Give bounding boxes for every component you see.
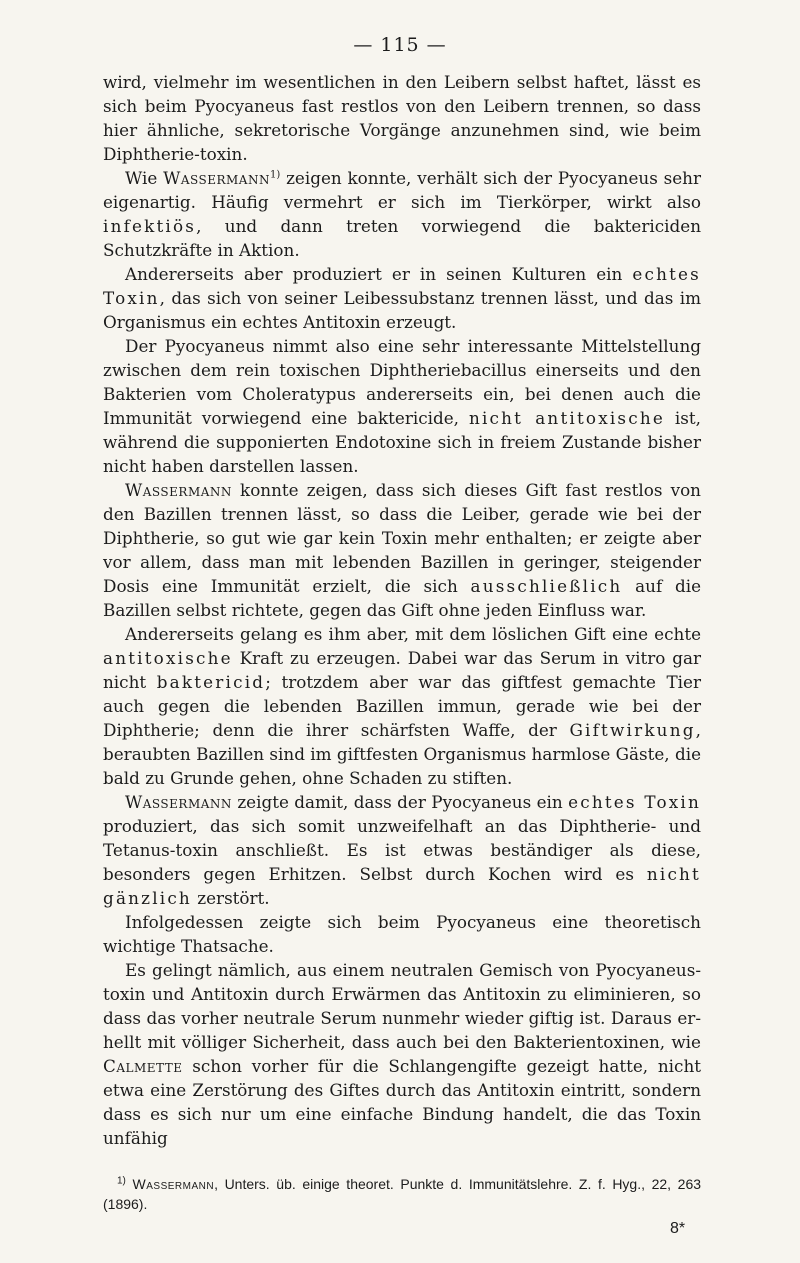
paragraph-6-text: ; trotzdem aber war das giftfest gemachte Tier auch gegen die lebenden Bazillen immun, gerade wie bei der Diphtherie; denn die ihrer schärfsten Waffe, der	[103, 672, 701, 740]
emphasis-giftwirkung: Giftwirkung	[569, 720, 696, 740]
paragraph-4-text: Der Pyocyaneus nimmt also eine sehr interessante Mittelstellung zwischen dem rein toxischen Diphtheriebacillus einerseits und den Bakterien vom Choleratypus andererseits ein, bei denen auch die Immunität vorwiegend eine baktericide,	[103, 336, 701, 428]
paragraph-6-text: Andererseits gelang es ihm aber, mit dem löslichen Gift eine echte	[125, 624, 701, 644]
footnote	[103, 1174, 701, 1214]
author-calmette: Calmette	[103, 1056, 183, 1076]
emphasis-echtes-toxin: echtes Toxin	[103, 264, 701, 308]
emphasis-baktericid: baktericid	[156, 672, 266, 692]
author-wassermann: Wassermann	[125, 792, 232, 812]
paragraph-1	[103, 70, 701, 166]
paragraph-6-text: , beraubten Bazillen sind im giftfesten Organismus harmlose Gäste, die bald zu Grunde gehen, ohne Schaden zu stiften.	[103, 720, 702, 788]
footnote-reference: 1)	[269, 169, 281, 181]
paragraph-2-text: Wie	[125, 168, 164, 188]
page-number: — 115 —	[353, 34, 447, 56]
emphasis-nicht-antitoxische: nicht antitoxische	[468, 408, 665, 428]
paragraph-5-text: auf die Bazillen selbst richtete, gegen das Gift ohne jeden Einfluss war.	[103, 576, 702, 620]
author-wassermann: Wassermann	[163, 168, 270, 188]
emphasis-ausschliesslich: ausschließlich	[470, 576, 623, 596]
paragraph-1-text: wird, vielmehr im wesentlichen in den Leibern selbst haftet, lässt es sich beim Pyocyaneus fast restlos von den Leibern trennen, so dass hier ähnliche, sekretorische Vorgänge anzunehmen sind, wie beim Diphtherie-toxin.	[103, 72, 701, 164]
body-text	[103, 70, 701, 1150]
emphasis-infektioes: infektiös	[103, 216, 197, 236]
paragraph-8-text: Infolgedessen zeigte sich beim Pyocyaneus eine theoretisch wichtige Thatsache.	[103, 912, 701, 956]
emphasis-echtes-toxin: echtes Toxin	[568, 792, 701, 812]
paragraph-6-text: Kraft zu erzeugen. Dabei war das Serum in vitro gar nicht	[103, 648, 701, 692]
author-wassermann: Wassermann	[125, 480, 232, 500]
paragraph-9	[103, 958, 701, 1150]
emphasis-antitoxische: antitoxische	[103, 648, 233, 668]
paragraph-5-text: konnte zeigen, dass sich dieses Gift fast restlos von den Bazillen trennen lässt, so dass die Leiber, gerade wie bei der Diphtherie, so gut wie gar kein Toxin mehr enthalten; er zeigte aber vor allem, dass man mit lebenden Bazillen in geringer, steigender Dosis eine Immunität erzielt, die sich	[103, 480, 701, 596]
signature-mark: 8*	[670, 1220, 686, 1237]
footnote-citation: , Unters. üb. einige theoret. Punkte d. Immunitätslehre. Z. f. Hyg., 22, 263 (1896).	[103, 1176, 702, 1212]
paragraph-3-text: Andererseits aber produziert er in seinen Kulturen ein	[125, 264, 633, 284]
paragraph-8	[103, 910, 701, 958]
paragraph-3	[103, 262, 701, 334]
paragraph-9-text: Es gelingt nämlich, aus einem neutralen Gemisch von Pyocyaneus-toxin und Antitoxin durch Erwärmen das Antitoxin zu eliminieren, so dass das vorher neutrale Serum nunmehr wieder giftig ist. Daraus er-hellt mit völliger Sicherheit, dass auch bei den Bakterientoxinen, wie	[103, 960, 701, 1052]
paragraph-9-text: schon vorher für die Schlangengifte gezeigt hatte, nicht etwa eine Zerstörung des Giftes durch das Antitoxin eintritt, sondern dass es sich nur um eine einfache Bindung handelt, die das Toxin unfähig	[103, 1056, 701, 1148]
footnote-author: Wassermann	[132, 1176, 215, 1192]
paragraph-7-text: zerstört.	[191, 888, 270, 908]
paragraph-6	[103, 622, 701, 790]
paragraph-3-text: , das sich von seiner Leibessubstanz trennen lässt, und das im Organismus ein echtes Antitoxin erzeugt.	[103, 288, 701, 332]
paragraph-4	[103, 334, 701, 478]
footnote-marker: 1)	[117, 1175, 126, 1187]
paragraph-5	[103, 478, 701, 622]
paragraph-7	[103, 790, 701, 910]
emphasis-nicht-gaenzlich: nicht gänzlich	[103, 864, 701, 908]
paragraph-7-text: zeigte damit, dass der Pyocyaneus ein	[231, 792, 569, 812]
footnote-text	[103, 1174, 701, 1214]
paragraph-2-text: , und dann treten vorwiegend die baktericiden Schutzkräfte in Aktion.	[103, 216, 701, 260]
paragraph-4-text: ist, während die supponierten Endotoxine sich in freiem Zustande bisher nicht haben darstellen lassen.	[103, 408, 701, 476]
paragraph-2	[103, 166, 701, 262]
paragraph-7-text: produziert, das sich somit unzweifelhaft an das Diphtherie- und Tetanus-toxin anschließt. Es ist etwas beständiger als diese, besonders gegen Erhitzen. Selbst durch Kochen wird es	[103, 816, 701, 884]
paragraph-2-text: zeigen konnte, verhält sich der Pyocyaneus sehr eigenartig. Häufig vermehrt er sich im Tierkörper, wirkt also	[103, 168, 701, 212]
